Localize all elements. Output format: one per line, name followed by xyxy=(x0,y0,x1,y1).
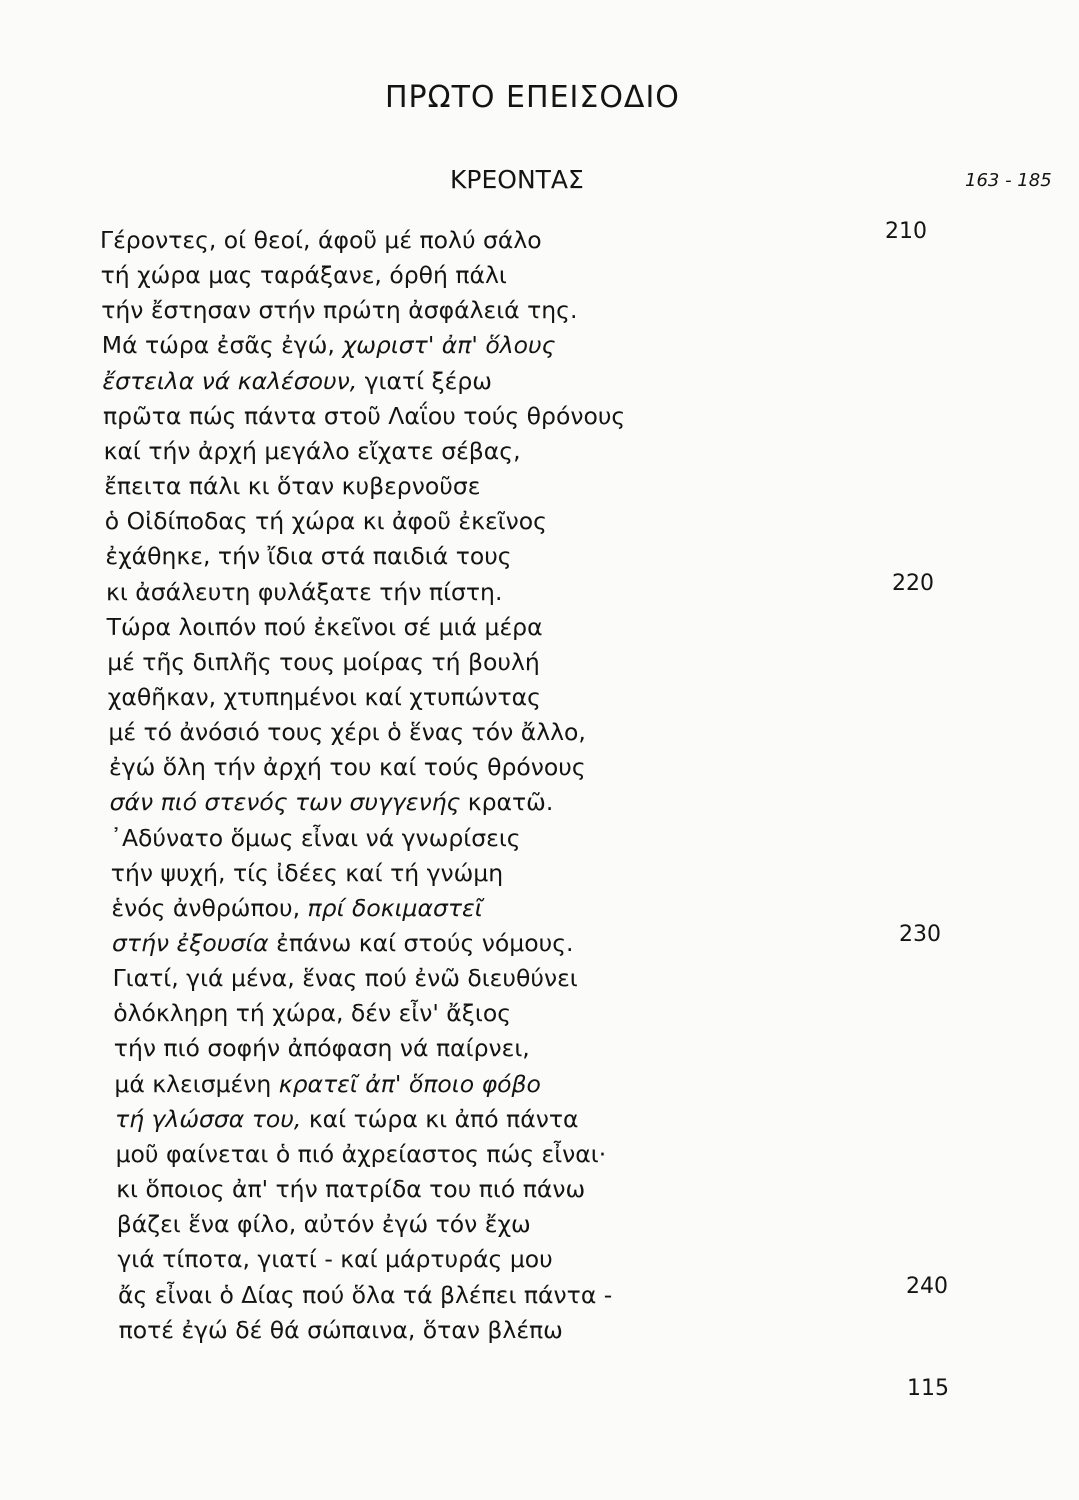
verse-line xyxy=(102,330,556,360)
verse-italic-fragment: ἔστειλα νά καλέσουν, xyxy=(102,366,358,395)
verse-fragment: ἐγώ ὅλη τήν ἀρχή του καί τούς θρόνους xyxy=(109,753,586,782)
verse-line xyxy=(103,401,625,431)
verse-line xyxy=(104,436,521,466)
verse-fragment: ᾽Αδύνατο ὅμως εἶναι νά γνωρίσεις xyxy=(110,823,521,852)
verse-line xyxy=(106,577,502,607)
verse-fragment: τήν ψυχή, τίς ἰδέες καί τή γνώμη xyxy=(110,858,504,887)
speaker-name: ΚΡΕΟΝΤΑΣ xyxy=(450,165,584,194)
verse-fragment: τήν πιό σοφήν ἀπόφαση νά παίρνει, xyxy=(113,1034,530,1063)
verse-line xyxy=(114,1069,540,1099)
verse-fragment: πρῶτα πώς πάντα στοῦ Λαΐου τούς θρόνους xyxy=(103,401,626,430)
verse-fragment: ἐχάθηκε, τήν ἴδια στά παιδιά τους xyxy=(105,542,512,571)
verse-line xyxy=(107,647,540,677)
verse-fragment: Τώρα λοιπόν πού ἐκεῖνοι σέ μιά μέρα xyxy=(106,612,543,641)
verse-fragment: γιατί ξέρω xyxy=(357,366,492,395)
verse-line xyxy=(111,858,503,888)
verse-fragment: χαθῆκαν, χτυπημένοι καί χτυπώντας xyxy=(107,682,541,711)
verse-line xyxy=(100,225,542,255)
verse-fragment: Μά τώρα ἐσᾶς ἐγώ, xyxy=(101,331,343,360)
verse-fragment: καί τήν ἀρχή μεγάλο εἴχατε σέβας, xyxy=(103,436,521,465)
verse-fragment: καί τώρα κι ἀπό πάντα xyxy=(301,1104,579,1133)
verse-line xyxy=(110,823,520,853)
verse-italic-fragment: στήν ἐξουσία xyxy=(112,929,269,957)
verse-fragment: κρατῶ. xyxy=(460,788,554,817)
verse-italic-fragment: κρατεῖ ἀπ' ὅποιο φόβο xyxy=(278,1069,541,1098)
verse-fragment: μά κλεισμένη xyxy=(114,1069,279,1098)
page-number: 115 xyxy=(907,1376,949,1401)
verse-line xyxy=(101,295,577,325)
verse-fragment: μέ τό ἀνόσιό τους χέρι ὁ ἕνας τόν ἄλλο, xyxy=(108,718,586,747)
line-number-marker: 220 xyxy=(892,570,934,596)
verse-line xyxy=(112,928,573,958)
verse-fragment: τήν ἔστησαν στήν πρώτη ἀσφάλειά της. xyxy=(101,296,578,325)
verse-line xyxy=(113,963,578,993)
verse-line xyxy=(114,1033,530,1063)
verse-fragment: ἐπάνω καί στούς νόμους. xyxy=(268,929,574,957)
verse-fragment: ἔπειτα πάλι κι ὅταν κυβερνοῦσε xyxy=(104,472,481,501)
verse-line xyxy=(118,1280,612,1310)
verse-line xyxy=(105,506,547,536)
verse-line xyxy=(108,682,541,712)
verse-line xyxy=(102,366,492,396)
verse-line xyxy=(111,893,482,923)
verse-fragment: τή χώρα μας ταράξανε, όρθή πάλι xyxy=(100,261,507,290)
verse-line xyxy=(105,541,511,571)
verse-line xyxy=(110,787,554,817)
verse-fragment: ὁλόκληρη τή χώρα, δέν εἶν' ἄξιος xyxy=(113,999,512,1028)
verse-line xyxy=(113,998,511,1028)
verse-fragment: μέ τῆς διπλῆς τους μοίρας τή βουλή xyxy=(107,647,540,676)
verse-fragment: ποτέ ἐγώ δέ θά σώπαινα, ὅταν βλέπω xyxy=(118,1315,563,1344)
verse-fragment: ἑνός ἀνθρώπου, xyxy=(111,893,308,922)
verse-fragment: Γέροντες, οί θεοί, άφοῦ μέ πολύ σάλο xyxy=(100,226,542,254)
verse-fragment: ἄς εἶναι ὁ Δίας πού ὅλα τά βλέπει πάντα - xyxy=(118,1280,613,1309)
episode-title: ΠΡΩΤΟ ΕΠΕΙΣΟΔΙΟ xyxy=(385,80,680,115)
verse-line xyxy=(108,717,586,747)
verse-line xyxy=(107,612,543,642)
line-number-marker: 210 xyxy=(885,219,927,244)
original-line-reference: 163 - 185 xyxy=(965,170,1052,191)
verse-fragment: γιά τίποτα, γιατί - καί μάρτυράς μου xyxy=(117,1245,553,1274)
verse-line xyxy=(117,1209,531,1239)
verse-fragment: κι ἀσάλευτη φυλάξατε τήν πίστη. xyxy=(106,577,503,606)
verse-fragment: ὁ Οἰδίποδας τή χώρα κι ἀφοῦ ἐκεῖνος xyxy=(104,507,547,536)
line-number-marker: 240 xyxy=(906,1273,948,1299)
verse-line xyxy=(104,471,480,501)
verse-line xyxy=(101,260,507,290)
verse-fragment: Γιατί, γιά μένα, ἕνας πού ἐνῶ διευθύνει xyxy=(112,964,578,993)
verse-italic-fragment: σάν πιό στενός των συγγενής xyxy=(109,788,461,817)
verse-fragment: βάζει ἕνα φίλο, αὐτόν ἐγώ τόν ἔχω xyxy=(116,1210,531,1239)
verse-fragment: μοῦ φαίνεται ὁ πιό ἀχρείαστος πώς εἶναι· xyxy=(115,1139,607,1168)
line-number-marker: 230 xyxy=(899,922,941,947)
verse-line xyxy=(115,1104,578,1134)
verse-line xyxy=(117,1244,552,1274)
verse-line xyxy=(109,752,586,782)
verse-line xyxy=(119,1315,563,1345)
verse-line xyxy=(116,1139,607,1169)
verse-line xyxy=(116,1174,585,1204)
verse-fragment: κι ὅποιος ἀπ' τήν πατρίδα του πιό πάνω xyxy=(116,1175,586,1204)
verse-italic-fragment: τή γλώσσα του, xyxy=(115,1104,302,1133)
verse-italic-fragment: πρί δοκιμαστεῖ xyxy=(307,893,483,922)
verse-italic-fragment: χωριστ' ἀπ' ὅλους xyxy=(342,331,556,360)
